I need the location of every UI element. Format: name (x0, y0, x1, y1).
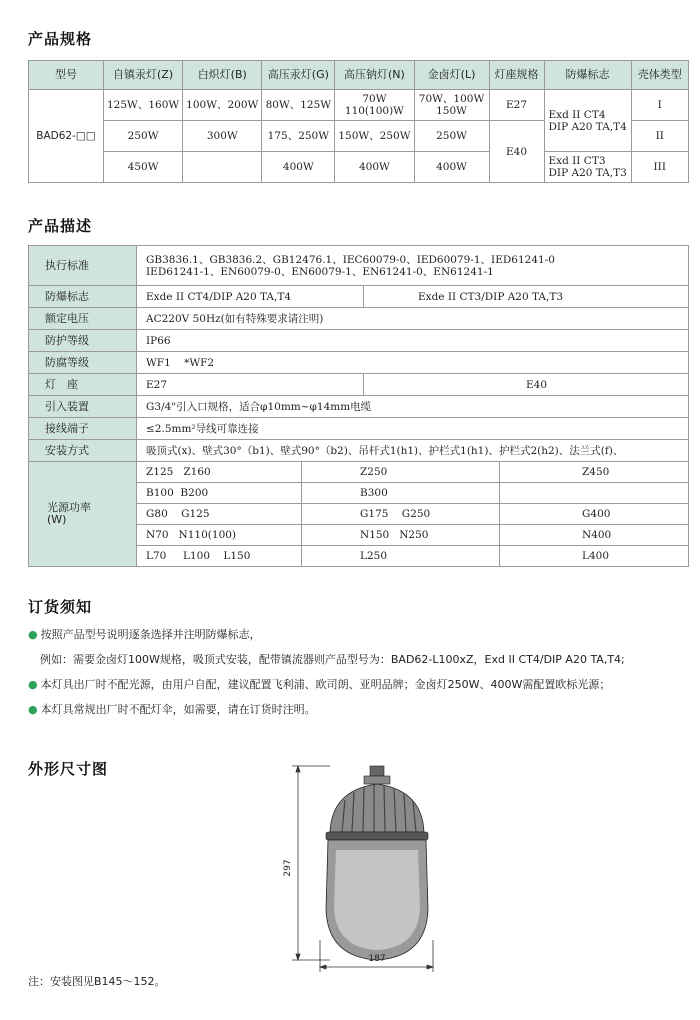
std-line: IED61241-1、EN60079-0、EN60079-1、EN61241-0、EN61241-1 (146, 265, 494, 278)
header-l: 金卤灯(L) (414, 61, 489, 90)
cell: Z125 Z160 (137, 462, 302, 483)
neck-shape (364, 776, 390, 784)
cell: AC220V 50Hz(如有特殊要求请注明) (137, 308, 689, 330)
bullet-text: 按照产品型号说明逐条选择并注明防爆标志， (40, 628, 261, 641)
spec-header-row (29, 61, 689, 90)
cell: G80 G125 (137, 504, 302, 525)
cell: 100W、200W (183, 90, 262, 121)
table-row (29, 246, 689, 286)
header-b: 白炽灯(B) (183, 61, 262, 90)
cell: WF1 *WF2 (137, 352, 689, 374)
table-row (29, 440, 689, 462)
dim-title: 外形尺寸图 (28, 760, 109, 778)
cell: E40 (364, 374, 689, 396)
cell: 175、250W (262, 121, 335, 152)
label-lamp: 灯 座 (29, 374, 137, 396)
cell: 250W (414, 121, 489, 152)
table-row (29, 286, 689, 308)
bullet-icon: ● (28, 703, 38, 716)
cell: N150 N250 (302, 525, 500, 546)
cell-line: Exd II CT3 (548, 155, 606, 167)
order-bullet (28, 676, 610, 692)
cell (414, 90, 489, 121)
table-row (29, 418, 689, 440)
label-corr: 防腐等级 (29, 352, 137, 374)
header-model: 型号 (29, 61, 104, 90)
label-std: 执行标准 (29, 246, 137, 286)
cell: L70 L100 L150 (137, 546, 302, 567)
table-row (29, 352, 689, 374)
header-g: 高压汞灯(G) (262, 61, 335, 90)
order-bullet (28, 626, 261, 642)
cell: G3/4"引入口规格，适合φ10mm~φ14mm电缆 (137, 396, 689, 418)
cell: E27 (137, 374, 364, 396)
header-shell: 壳体类型 (631, 61, 688, 90)
label-term: 接线端子 (29, 418, 137, 440)
cell-line: DIP A20 TA,T4 (548, 120, 627, 133)
cell: N400 (500, 525, 689, 546)
cell: 400W (414, 152, 489, 183)
cell: 250W (104, 121, 183, 152)
desc-title: 产品描述 (28, 217, 93, 235)
header-n: 高压钠灯(N) (335, 61, 414, 90)
width-label: 187 (368, 954, 386, 964)
cell: 300W (183, 121, 262, 152)
cell: L250 (302, 546, 500, 567)
height-label: 297 (283, 859, 293, 877)
table-row (29, 462, 689, 483)
cell: I (631, 90, 688, 121)
header-z: 自镇汞灯(Z) (104, 61, 183, 90)
cell (335, 90, 414, 121)
label-ip: 防护等级 (29, 330, 137, 352)
bullet-text: 本灯具出厂时不配光源，由用户自配，建议配置飞利浦、欧司朗、亚明品牌；金卤灯250W、400W需配置欧标光源； (40, 678, 611, 691)
label-power (29, 462, 137, 567)
cell (500, 483, 689, 504)
order-title: 订货须知 (28, 598, 93, 616)
cell-line: DIP A20 TA,T3 (548, 167, 627, 179)
header-ex: 防爆标志 (544, 61, 631, 90)
power-label-line: (W) (47, 513, 67, 526)
bullet-icon: ● (28, 678, 38, 691)
label-volt: 额定电压 (29, 308, 137, 330)
lamp-dimension-drawing (270, 760, 470, 975)
power-label-line: 光源功率 (47, 501, 91, 514)
spec-table (28, 60, 689, 183)
cell: 450W (104, 152, 183, 183)
table-row (29, 152, 689, 183)
spec-title: 产品规格 (28, 30, 93, 48)
std-line: GB3836.1、GB3836.2、GB12476.1、IEC60079-0、IED60079-1、IED61241-0 (146, 253, 555, 266)
table-row (29, 330, 689, 352)
order-example: 例如：需要金卤灯100W规格，吸顶式安装，配带镇流器则产品型号为：BAD62-L100xZ，Exd II CT4/DIP A20 TA,T4; (40, 653, 625, 666)
order-bullet (28, 701, 316, 717)
cell: IP66 (137, 330, 689, 352)
cell: ≤2.5mm²导线可靠连接 (137, 418, 689, 440)
cell-line: 150W (436, 105, 467, 117)
cap-shape (370, 766, 384, 776)
cell: 400W (335, 152, 414, 183)
cell: B300 (302, 483, 500, 504)
ex-cell (544, 90, 631, 152)
cell: G400 (500, 504, 689, 525)
table-row (29, 90, 689, 121)
table-row (29, 374, 689, 396)
cell: 80W、125W (262, 90, 335, 121)
cell: B100 B200 (137, 483, 302, 504)
cell: Z250 (302, 462, 500, 483)
cell: 150W、250W (335, 121, 414, 152)
cell: III (631, 152, 688, 183)
ring-shape (326, 832, 428, 840)
cell: E40 (489, 121, 544, 183)
header-socket: 灯座规格 (489, 61, 544, 90)
cell-line: 70W (362, 93, 387, 105)
cell: 125W、160W (104, 90, 183, 121)
cell: N70 N110(100) (137, 525, 302, 546)
ex-cell (544, 152, 631, 183)
std-cell (137, 246, 689, 286)
cell-line: Exd II CT4 (548, 108, 606, 121)
cell: G175 G250 (302, 504, 500, 525)
desc-table (28, 245, 689, 567)
cell: Exde II CT3/DIP A20 TA,T3 (364, 286, 689, 308)
cell: 吸顶式(x)、壁式30°（b1)、壁式90°（b2)、吊杆式1(h1)、护栏式1(h1)、护栏式2(h2)、法兰式(f)、 (137, 440, 689, 462)
label-mount: 安装方式 (29, 440, 137, 462)
cell: Z450 (500, 462, 689, 483)
table-row (29, 308, 689, 330)
cell: L400 (500, 546, 689, 567)
cell (183, 152, 262, 183)
cell: 400W (262, 152, 335, 183)
bullet-icon: ● (28, 628, 38, 641)
cell: II (631, 121, 688, 152)
label-ex: 防爆标志 (29, 286, 137, 308)
table-row (29, 396, 689, 418)
cell: E27 (489, 90, 544, 121)
model-cell: BAD62-□□ (29, 90, 104, 183)
globe-highlight (334, 850, 420, 950)
cell-line: 70W、100W (418, 93, 485, 105)
label-inlet: 引入装置 (29, 396, 137, 418)
cell: Exde II CT4/DIP A20 TA,T4 (137, 286, 364, 308)
cell-line: 110(100)W (344, 105, 404, 117)
footnote: 注：安装图见B145～152。 (28, 975, 166, 988)
bullet-text: 本灯具常规出厂时不配灯伞，如需要，请在订货时注明。 (40, 703, 316, 716)
